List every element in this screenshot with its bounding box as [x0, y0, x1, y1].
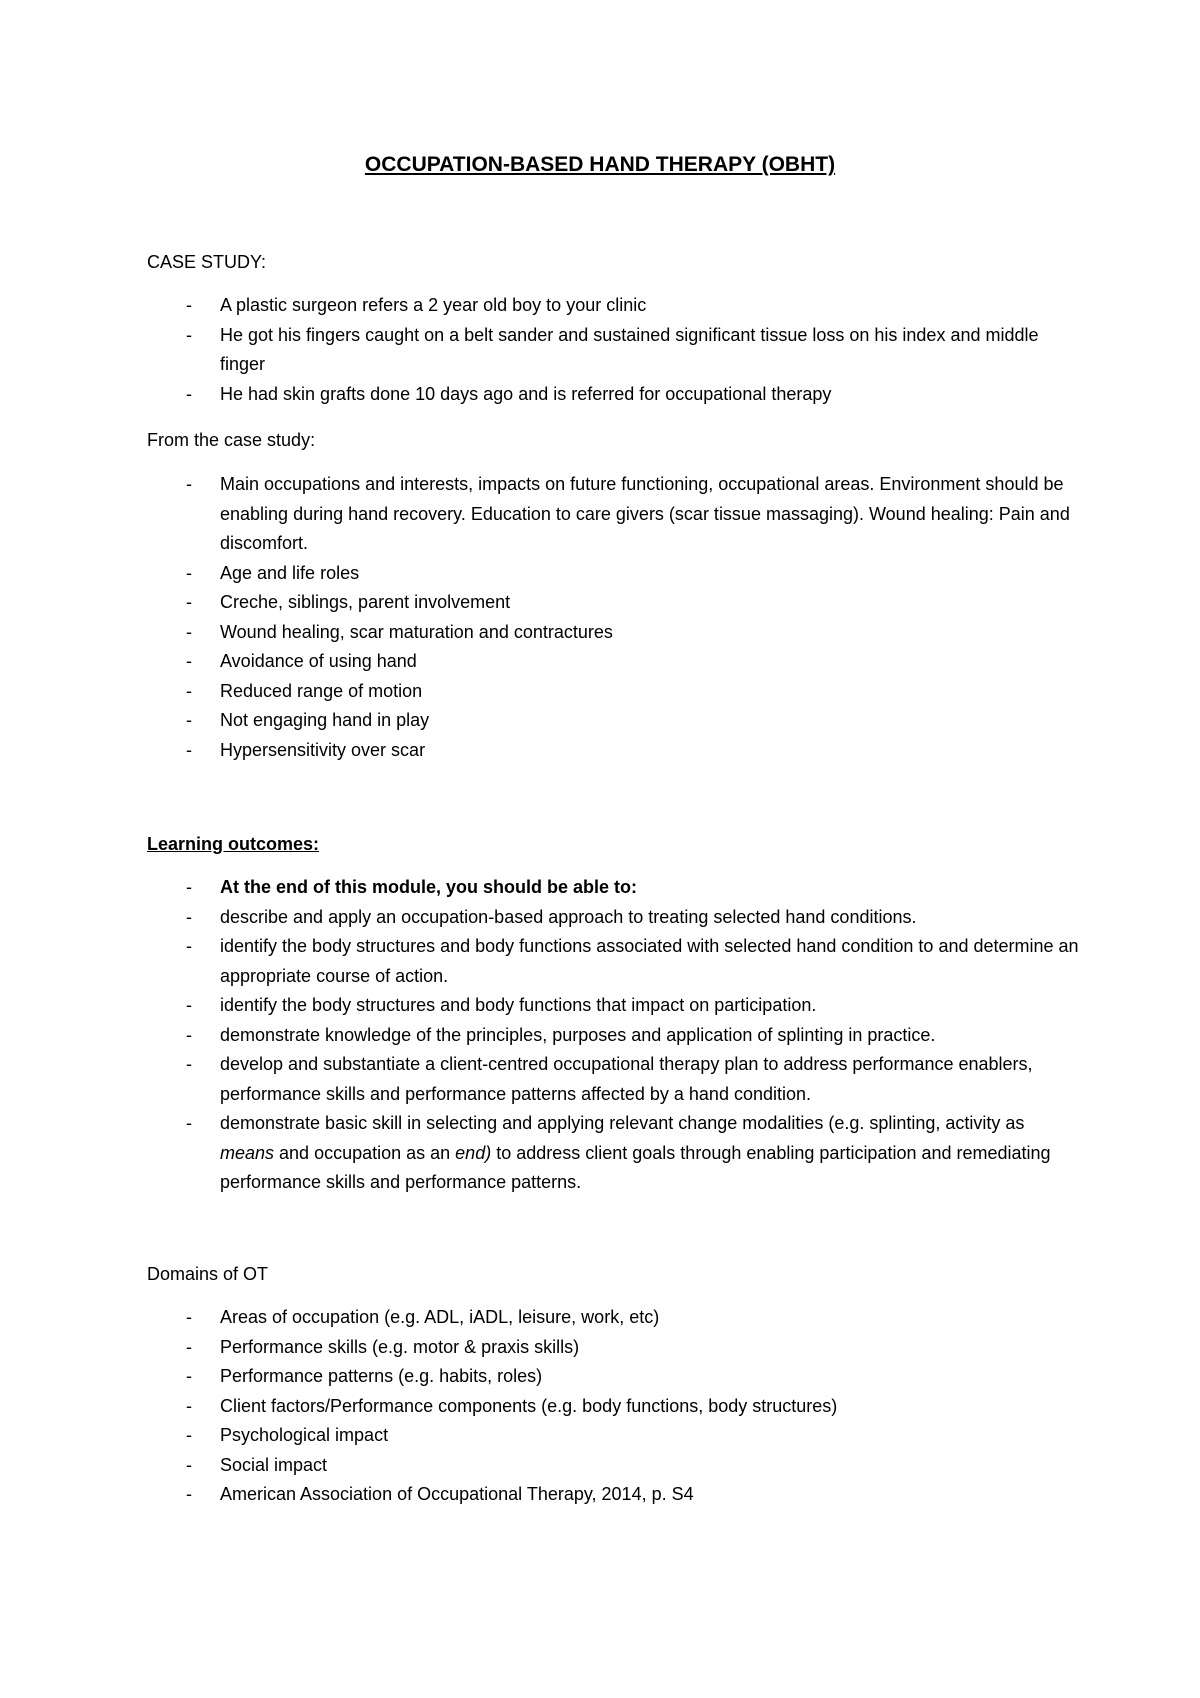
list-item	[0, 1362, 1200, 1392]
list-item	[0, 932, 1200, 991]
dash-bullet: -	[186, 906, 192, 927]
dash-bullet: -	[186, 995, 192, 1015]
dash-bullet: -	[186, 1307, 192, 1327]
list-item-text: Performance patterns (e.g. habits, roles)	[220, 1366, 543, 1386]
list-item-text: He got his fingers caught on a belt sander and sustained significant tissue loss on his index and middle finger	[220, 324, 1039, 374]
list-item	[0, 291, 1200, 321]
dash-bullet: -	[186, 936, 192, 956]
dash-bullet: -	[186, 621, 192, 642]
from-case-list	[0, 470, 1200, 765]
list-item	[0, 1303, 1200, 1333]
list-item	[0, 991, 1200, 1021]
dash-bullet: -	[186, 295, 192, 315]
list-item	[0, 1421, 1200, 1451]
dash-bullet: -	[186, 739, 192, 760]
dash-bullet: -	[186, 1366, 192, 1386]
list-item-text: demonstrate knowledge of the principles, purposes and application of splinting in practice.	[220, 1024, 936, 1045]
list-item-text: He had skin grafts done 10 days ago and is referred for occupational therapy	[220, 383, 832, 404]
dash-bullet: -	[186, 1024, 192, 1045]
list-item	[0, 647, 1200, 677]
list-item	[0, 1021, 1200, 1051]
list-item	[0, 618, 1200, 648]
dash-bullet: -	[186, 562, 192, 583]
list-item-text: Wound healing, scar maturation and contractures	[220, 621, 613, 642]
list-item-text: develop and substantiate a client-centred occupational therapy plan to address performance enablers, performance skills and performance patterns affected by a hand condition.	[220, 1054, 1033, 1104]
dash-bullet: -	[186, 1484, 192, 1504]
case-study-heading: CASE STUDY:	[147, 252, 267, 272]
dash-bullet: -	[186, 1454, 192, 1475]
domains-heading: Domains of OT	[147, 1264, 269, 1284]
list-item-text: Psychological impact	[220, 1425, 389, 1445]
list-item	[0, 1333, 1200, 1363]
dash-bullet: -	[186, 877, 192, 897]
dash-bullet: -	[186, 324, 192, 345]
list-item-text-part: to address client goals through enabling participation and remediating performance skills and performance patterns.	[220, 1142, 1051, 1192]
dash-bullet: -	[186, 383, 192, 404]
dash-bullet: -	[186, 680, 192, 701]
dash-bullet: -	[186, 1395, 192, 1416]
dash-bullet: -	[186, 1425, 192, 1445]
list-item-text: Creche, siblings, parent involvement	[220, 592, 511, 612]
list-item	[0, 559, 1200, 589]
list-item-text-part: and occupation as an	[274, 1142, 456, 1163]
list-item-text: Not engaging hand in play	[220, 710, 430, 730]
document-title: OCCUPATION-BASED HAND THERAPY (OBHT)	[364, 153, 836, 176]
dash-bullet: -	[186, 1054, 192, 1074]
list-item	[0, 1050, 1200, 1109]
list-item	[0, 1392, 1200, 1422]
list-item-text: American Association of Occupational Therapy, 2014, p. S4	[220, 1484, 694, 1504]
list-item-text-part: demonstrate basic skill in selecting and applying relevant change modalities (e.g. splinting, activity as	[220, 1113, 1025, 1133]
list-item	[0, 1480, 1200, 1510]
list-item	[0, 380, 1200, 410]
list-item-text: identify the body structures and body functions that impact on participation.	[220, 995, 817, 1015]
list-item	[0, 588, 1200, 618]
dash-bullet: -	[186, 1113, 192, 1133]
list-item-text: At the end of this module, you should be able to:	[220, 877, 637, 897]
dash-bullet: -	[186, 1336, 192, 1357]
learning-outcomes-heading: Learning outcomes:	[147, 834, 320, 854]
list-item-text-italic: means	[220, 1142, 275, 1163]
dash-bullet: -	[186, 474, 192, 494]
list-item-text: describe and apply an occupation-based approach to treating selected hand conditions.	[220, 906, 917, 927]
list-item	[0, 903, 1200, 933]
list-item-text: A plastic surgeon refers a 2 year old boy to your clinic	[220, 295, 647, 315]
list-item-text: Avoidance of using hand	[220, 651, 417, 671]
list-item-text: Main occupations and interests, impacts on future functioning, occupational areas. Environment should be enabling during hand recovery. Education to care givers (scar tissue massaging). Wound healing: Pain and discomfort.	[220, 474, 1070, 553]
list-item-text: identify the body structures and body functions associated with selected hand condition to and determine an appropriate course of action.	[220, 936, 1079, 986]
list-item-text: Client factors/Performance components (e.g. body functions, body structures)	[220, 1395, 838, 1416]
list-item-text: Areas of occupation (e.g. ADL, iADL, leisure, work, etc)	[220, 1307, 660, 1327]
dash-bullet: -	[186, 651, 192, 671]
list-item-text: Reduced range of motion	[220, 680, 423, 701]
list-item-text: Social impact	[220, 1454, 328, 1475]
case-study-list	[0, 291, 1200, 409]
learning-outcomes-list	[0, 873, 1200, 1198]
list-item-text: Performance skills (e.g. motor & praxis skills)	[220, 1336, 580, 1357]
domains-list	[0, 1303, 1200, 1510]
from-case-heading: From the case study:	[147, 430, 316, 450]
list-item	[0, 321, 1200, 380]
list-item	[0, 736, 1200, 766]
list-item	[0, 1109, 1200, 1198]
list-item	[0, 1451, 1200, 1481]
list-item	[0, 470, 1200, 559]
list-item-text-italic: end)	[455, 1142, 492, 1163]
dash-bullet: -	[186, 710, 192, 730]
list-item	[0, 873, 1200, 903]
list-item-text: Hypersensitivity over scar	[220, 739, 426, 760]
dash-bullet: -	[186, 592, 192, 612]
list-item-text: Age and life roles	[220, 562, 360, 583]
list-item	[0, 677, 1200, 707]
list-item	[0, 706, 1200, 736]
